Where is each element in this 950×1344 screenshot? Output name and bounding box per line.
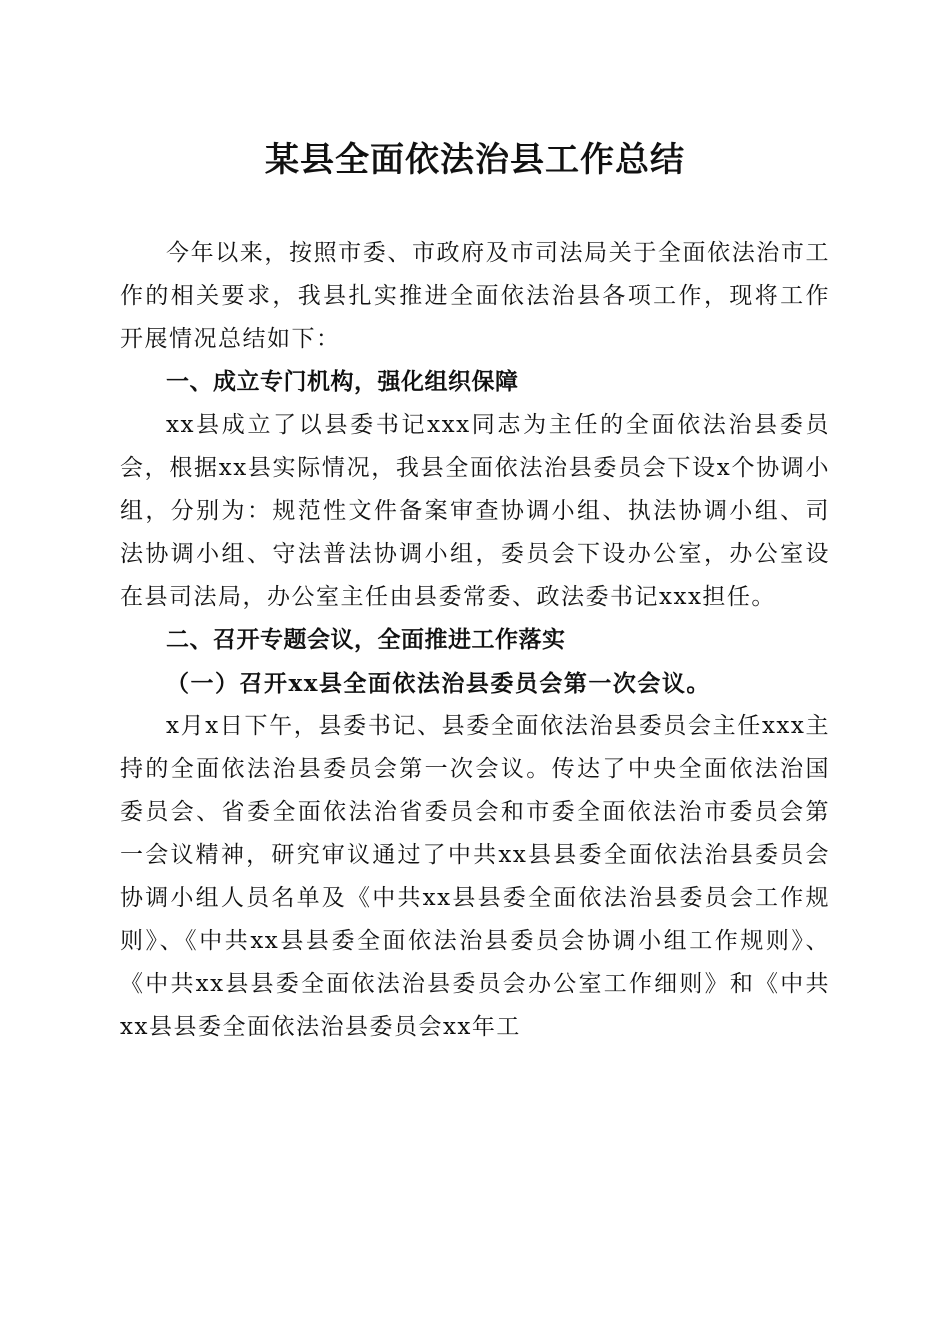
- section-2-subheading: （一）召开xx县全面依法治县委员会第一次会议。: [166, 670, 711, 697]
- section-1-heading: 一、成立专门机构，强化组织保障: [166, 369, 519, 395]
- section-2-heading: 二、召开专题会议，全面推进工作落实: [166, 627, 566, 653]
- intro-paragraph: 今年以来，按照市委、市政府及市司法局关于全面依法治市工作的相关要求，我县扎实推进全面依法治县各项工作，现将工作开展情况总结如下：: [120, 240, 830, 352]
- section-1-paragraph: xx县成立了以县委书记xxx同志为主任的全面依法治县委员会，根据xx县实际情况，我县全面依法治县委员会下设x个协调小组，分别为：规范性文件备案审查协调小组、执法协调小组、司法协调小组、守法普法协调小组，委员会下设办公室，办公室设在县司法局，办公室主任由县委常委、政法委书记xxx担任。: [120, 412, 830, 610]
- section-2-paragraph: x月x日下午，县委书记、县委全面依法治县委员会主任xxx主持的全面依法治县委员会第一次会议。传达了中央全面依法治国委员会、省委全面依法治省委员会和市委全面依法治市委员会第一会议精神，研究审议通过了中共xx县县委全面依法治县委员会协调小组人员名单及《中共xx县县委全面依法治县委员会工作规则》、《中共xx县县委全面依法治县委员会协调小组工作规则》、《中共xx县县委全面依法治县委员会办公室工作细则》和《中共xx县县委全面依法治县委员会xx年工: [120, 713, 830, 1040]
- document-title: 某县全面依法治县工作总结: [265, 140, 685, 180]
- document-body: [120, 232, 830, 1049]
